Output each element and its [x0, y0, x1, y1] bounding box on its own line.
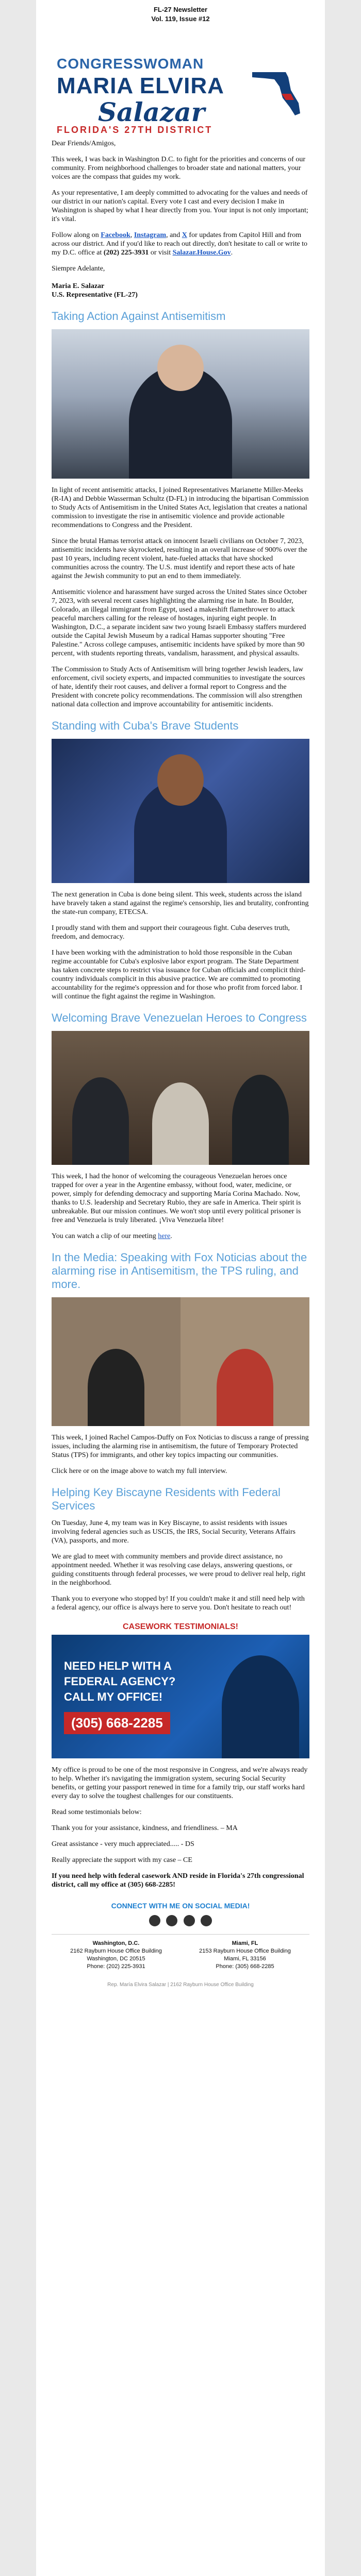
antisemitism-photo[interactable]	[52, 329, 309, 479]
media-paragraph-2: Click here or on the image above to watch my full interview.	[52, 1467, 227, 1475]
section-antisemitism-title: Taking Action Against Antisemitism	[52, 310, 226, 323]
instagram-icon[interactable]	[166, 1915, 177, 1926]
casework-callout: If you need help with federal casework AND reside in Florida's 27th congressional district, call my office at (305) 668-2285!	[52, 1872, 304, 1889]
venezuela-photo[interactable]	[52, 1031, 309, 1165]
section-venezuela-title: Welcoming Brave Venezuelan Heroes to Congress	[52, 1011, 307, 1024]
casework-title: CASEWORK TESTIMONIALS!	[123, 1622, 238, 1631]
intro-paragraph-1: This week, I was back in Washington D.C. to fight for the priorities and concerns of our community. From neighborhood challenges to broader state and national matters, your voices are the compass that guides my work.	[52, 156, 306, 181]
newsletter-container	[36, 0, 325, 2576]
x-link[interactable]: X	[182, 231, 187, 239]
venezuela-paragraph-1: This week, I had the honor of welcoming the courageous Venezuelan heroes once trapped for over a year in the Argentine embassy, without food, water, medicine, or power, simply for defending democracy and supporting María Corina Machado. Now, thanks to U.S. leadership and Secretary Rubio, they are safe in America. Their spirit is unbreakable. But our mission continues. We won't stop until every political prisoner is free and Venezuela is truly liberated. ¡Viva Venezuela libre!	[52, 1173, 301, 1224]
x-icon[interactable]	[184, 1915, 195, 1926]
intro-p3-period: .	[231, 249, 233, 257]
testimonial-3: Really appreciate the support with my case – CE	[52, 1856, 192, 1864]
antisemitism-paragraph-2: Since the brutal Hamas terrorist attack on innocent Israeli civilians on October 7, 2023, antisemitic incidents have skyrocketed, resulting in an overall increase of 900% over the past 10 years, including recent violent, hate-fueled attacks that have shocked communities across the country. The U.S. must identify and report these acts of hate against the Jewish community to put an end to them immediately.	[52, 537, 307, 580]
intro-p3-start: Follow along on	[52, 231, 101, 239]
miami-office-line-2: Miami, FL 33156	[224, 1956, 266, 1962]
footer-bottom-line: Rep. María Elvira Salazar | 2162 Rayburn House Office Building	[107, 1982, 254, 1988]
intro-paragraph-3	[52, 231, 309, 257]
dc-office-line-2: Washington, DC 20515	[87, 1956, 145, 1962]
website-link[interactable]: Salazar.House.Gov	[172, 249, 231, 257]
dc-phone: (202) 225-3931	[103, 249, 149, 257]
newsletter-issue: Vol. 119, Issue #12	[151, 15, 210, 23]
key-biscayne-paragraph-2: We are glad to meet with community members and provide direct assistance, no appointment needed. Whether it was resolving case delays, answering questions, or guiding constituents through federal processes, we were proud to deliver real help, right in the neighborhood.	[52, 1553, 306, 1587]
youtube-icon[interactable]	[201, 1915, 212, 1926]
masthead-name: MARIA ELVIRA	[57, 73, 224, 98]
antisemitism-paragraph-4: The Commission to Study Acts of Antisemitism will bring together Jewish leaders, law enforcement, civil society experts, and impacted communities to investigate the sources of hate, identify their root causes, and deliver a formal report to Congress and the President with concrete policy recommendations. The commission will also strengthen national data collection and improve accountability for antisemitic incidents.	[52, 666, 305, 708]
intro-p3-and: , and	[166, 231, 182, 239]
cuba-paragraph-2: I proudly stand with them and support their courageous fight. Cuba deserves truth, freedom, and democracy.	[52, 924, 290, 941]
fox-interview-photo[interactable]	[52, 1297, 309, 1426]
miami-office-title: Miami, FL	[232, 1940, 258, 1946]
newsletter-name: FL-27 Newsletter	[153, 6, 208, 13]
signoff-title: U.S. Representative (FL-27)	[52, 291, 138, 299]
casework-paragraph-1: My office is proud to be one of the most responsive in Congress, and we're always ready to help. Whether it's navigating the immigration system, securing Social Security benefits, or getting your passport renewed in time for a family trip, our staff works hard every day to solve the toughest challenges for our constituents.	[52, 1766, 308, 1800]
masthead-signature: Salazar	[98, 97, 205, 127]
venezuela-paragraph-2	[52, 1232, 309, 1241]
key-biscayne-paragraph-3: Thank you to everyone who stopped by! If you couldn't make it and still need help with a federal agency, our office is always here to serve you. Don't hesitate to reach out!	[52, 1595, 305, 1612]
intro-p3-comma: ,	[130, 231, 134, 239]
connect-social-heading: CONNECT WITH ME ON SOCIAL MEDIA!	[111, 1902, 250, 1910]
venezuela-p2-end: .	[170, 1232, 172, 1240]
miami-office	[199, 1940, 291, 1971]
venezuela-p2-start: You can watch a clip of our meeting	[52, 1232, 158, 1240]
masthead-congresswoman: CONGRESSWOMAN	[57, 56, 204, 72]
section-media-title: In the Media: Speaking with Fox Noticias about the alarming rise in Antisemitism, the TPS ruling, and more.	[52, 1251, 307, 1291]
facebook-icon[interactable]	[149, 1915, 160, 1926]
intro-p3-mid: for updates from Capitol Hill and from across our district. And if you'd like to reach out directly, don't hesitate to call or write to my D.C. office at	[52, 231, 307, 257]
antisemitism-paragraph-1: In light of recent antisemitic attacks, I joined Representatives Marianette Miller-Meeks (R-IA) and Debbie Wasserman Schultz (D-FL) in introducing the bipartisan Commission to Study Acts of Antisemitism in the United States Act, legislation that creates a national commission to investigate the rise in antisemitic violence and provide actionable recommendations to Congress and the President.	[52, 486, 309, 529]
miami-office-line-3: Phone: (305) 668-2285	[216, 1963, 274, 1970]
key-biscayne-paragraph-1: On Tuesday, June 4, my team was in Key Biscayne, to assist residents with issues involving federal agencies such as USCIS, the IRS, Social Security, Veterans Affairs (VA), passports, and more.	[52, 1519, 296, 1545]
banner-line-3: CALL MY OFFICE!	[64, 1690, 163, 1703]
signoff-line: Siempre Adelante,	[52, 265, 105, 273]
dc-office-title: Washington, D.C.	[92, 1940, 140, 1946]
cuba-paragraph-3: I have been working with the administration to hold those responsible in the Cuban regime accountable for Cuba's explosive labor export program. The State Department has taken concrete steps to restrict visa issuance for Cuban officials and complicit third-country individuals complicit in this abusive practice. We are committed to promoting accountability for the regime's oppression and for those who profit from forced labor. I will continue the fight against the regime in Washington.	[52, 949, 306, 1001]
newsletter-body	[36, 139, 325, 1993]
banner-line-2: FEDERAL AGENCY?	[64, 1675, 176, 1688]
facebook-link[interactable]: Facebook	[101, 231, 130, 239]
banner-line-1: NEED HELP WITH A	[64, 1659, 172, 1672]
cuba-paragraph-1: The next generation in Cuba is done being silent. This week, students across the island have bravely taken a stand against the regime's censorship, lies and brutality, confronting the state-run company, ETECSA.	[52, 891, 309, 916]
intro-paragraph-2: As your representative, I am deeply committed to advocating for the values and needs of our district in our nation's capital. Every vote I cast and every decision I make in Washington is shaped by what I hear directly from you. Your input is not only important; it's vital.	[52, 189, 308, 223]
cuba-photo[interactable]	[52, 739, 309, 883]
testimonial-1: Thank you for your assistance, kindness, and friendliness. – MA	[52, 1824, 238, 1832]
newsletter-header	[36, 0, 325, 46]
venezuela-clip-link[interactable]: here	[158, 1232, 171, 1240]
dc-office-line-1: 2162 Rayburn House Office Building	[70, 1948, 162, 1954]
dc-office-line-3: Phone: (202) 225-3931	[87, 1963, 145, 1970]
casework-paragraph-2: Read some testimonials below:	[52, 1808, 142, 1816]
social-icons	[52, 1915, 309, 1929]
greeting: Dear Friends/Amigos,	[52, 140, 116, 147]
antisemitism-paragraph-3: Antisemitic violence and harassment have surged across the United States since October 7, 2023, with several recent cases highlighting the alarming rise in hate. In Boulder, Colorado, an illegal immigrant from Egypt, used a makeshift flamethrower to attack peaceful marchers calling for the release of hostages, injuring eight people. In Washington, D.C., a separate incident saw two young Israeli Embassy staffers murdered outside the Capital Jewish Museum by a radical Hamas supporter shouting "Free Palestine." Across college campuses, antisemitic incidents have spiked by more than 90 percent, with students reporting threats, vandalism, harassment, and physical assaults.	[52, 588, 307, 657]
signoff	[52, 264, 309, 299]
testimonial-2: Great assistance - very much appreciated..... - DS	[52, 1840, 194, 1848]
section-key-biscayne-title: Helping Key Biscayne Residents with Federal Services	[52, 1486, 281, 1512]
miami-office-line-1: 2153 Rayburn House Office Building	[199, 1948, 291, 1954]
intro-p3-or: or visit	[149, 249, 173, 257]
signoff-name: Maria E. Salazar	[52, 282, 105, 290]
casework-banner[interactable]	[52, 1635, 309, 1758]
florida-map-icon	[250, 62, 306, 118]
instagram-link[interactable]: Instagram	[134, 231, 167, 239]
masthead-banner	[36, 46, 325, 139]
office-addresses	[52, 1934, 309, 1971]
banner-phone: (305) 668-2285	[64, 1712, 170, 1734]
dc-office	[70, 1940, 162, 1971]
masthead-district: FLORIDA'S 27TH DISTRICT	[57, 125, 213, 135]
media-paragraph-1: This week, I joined Rachel Campos-Duffy on Fox Noticias to discuss a range of pressing issues, including the alarming rise in antisemitism, the future of Temporary Protected Status (TPS) for immigrants, and other key topics impacting our communities.	[52, 1434, 309, 1459]
section-cuba-title: Standing with Cuba's Brave Students	[52, 719, 239, 732]
